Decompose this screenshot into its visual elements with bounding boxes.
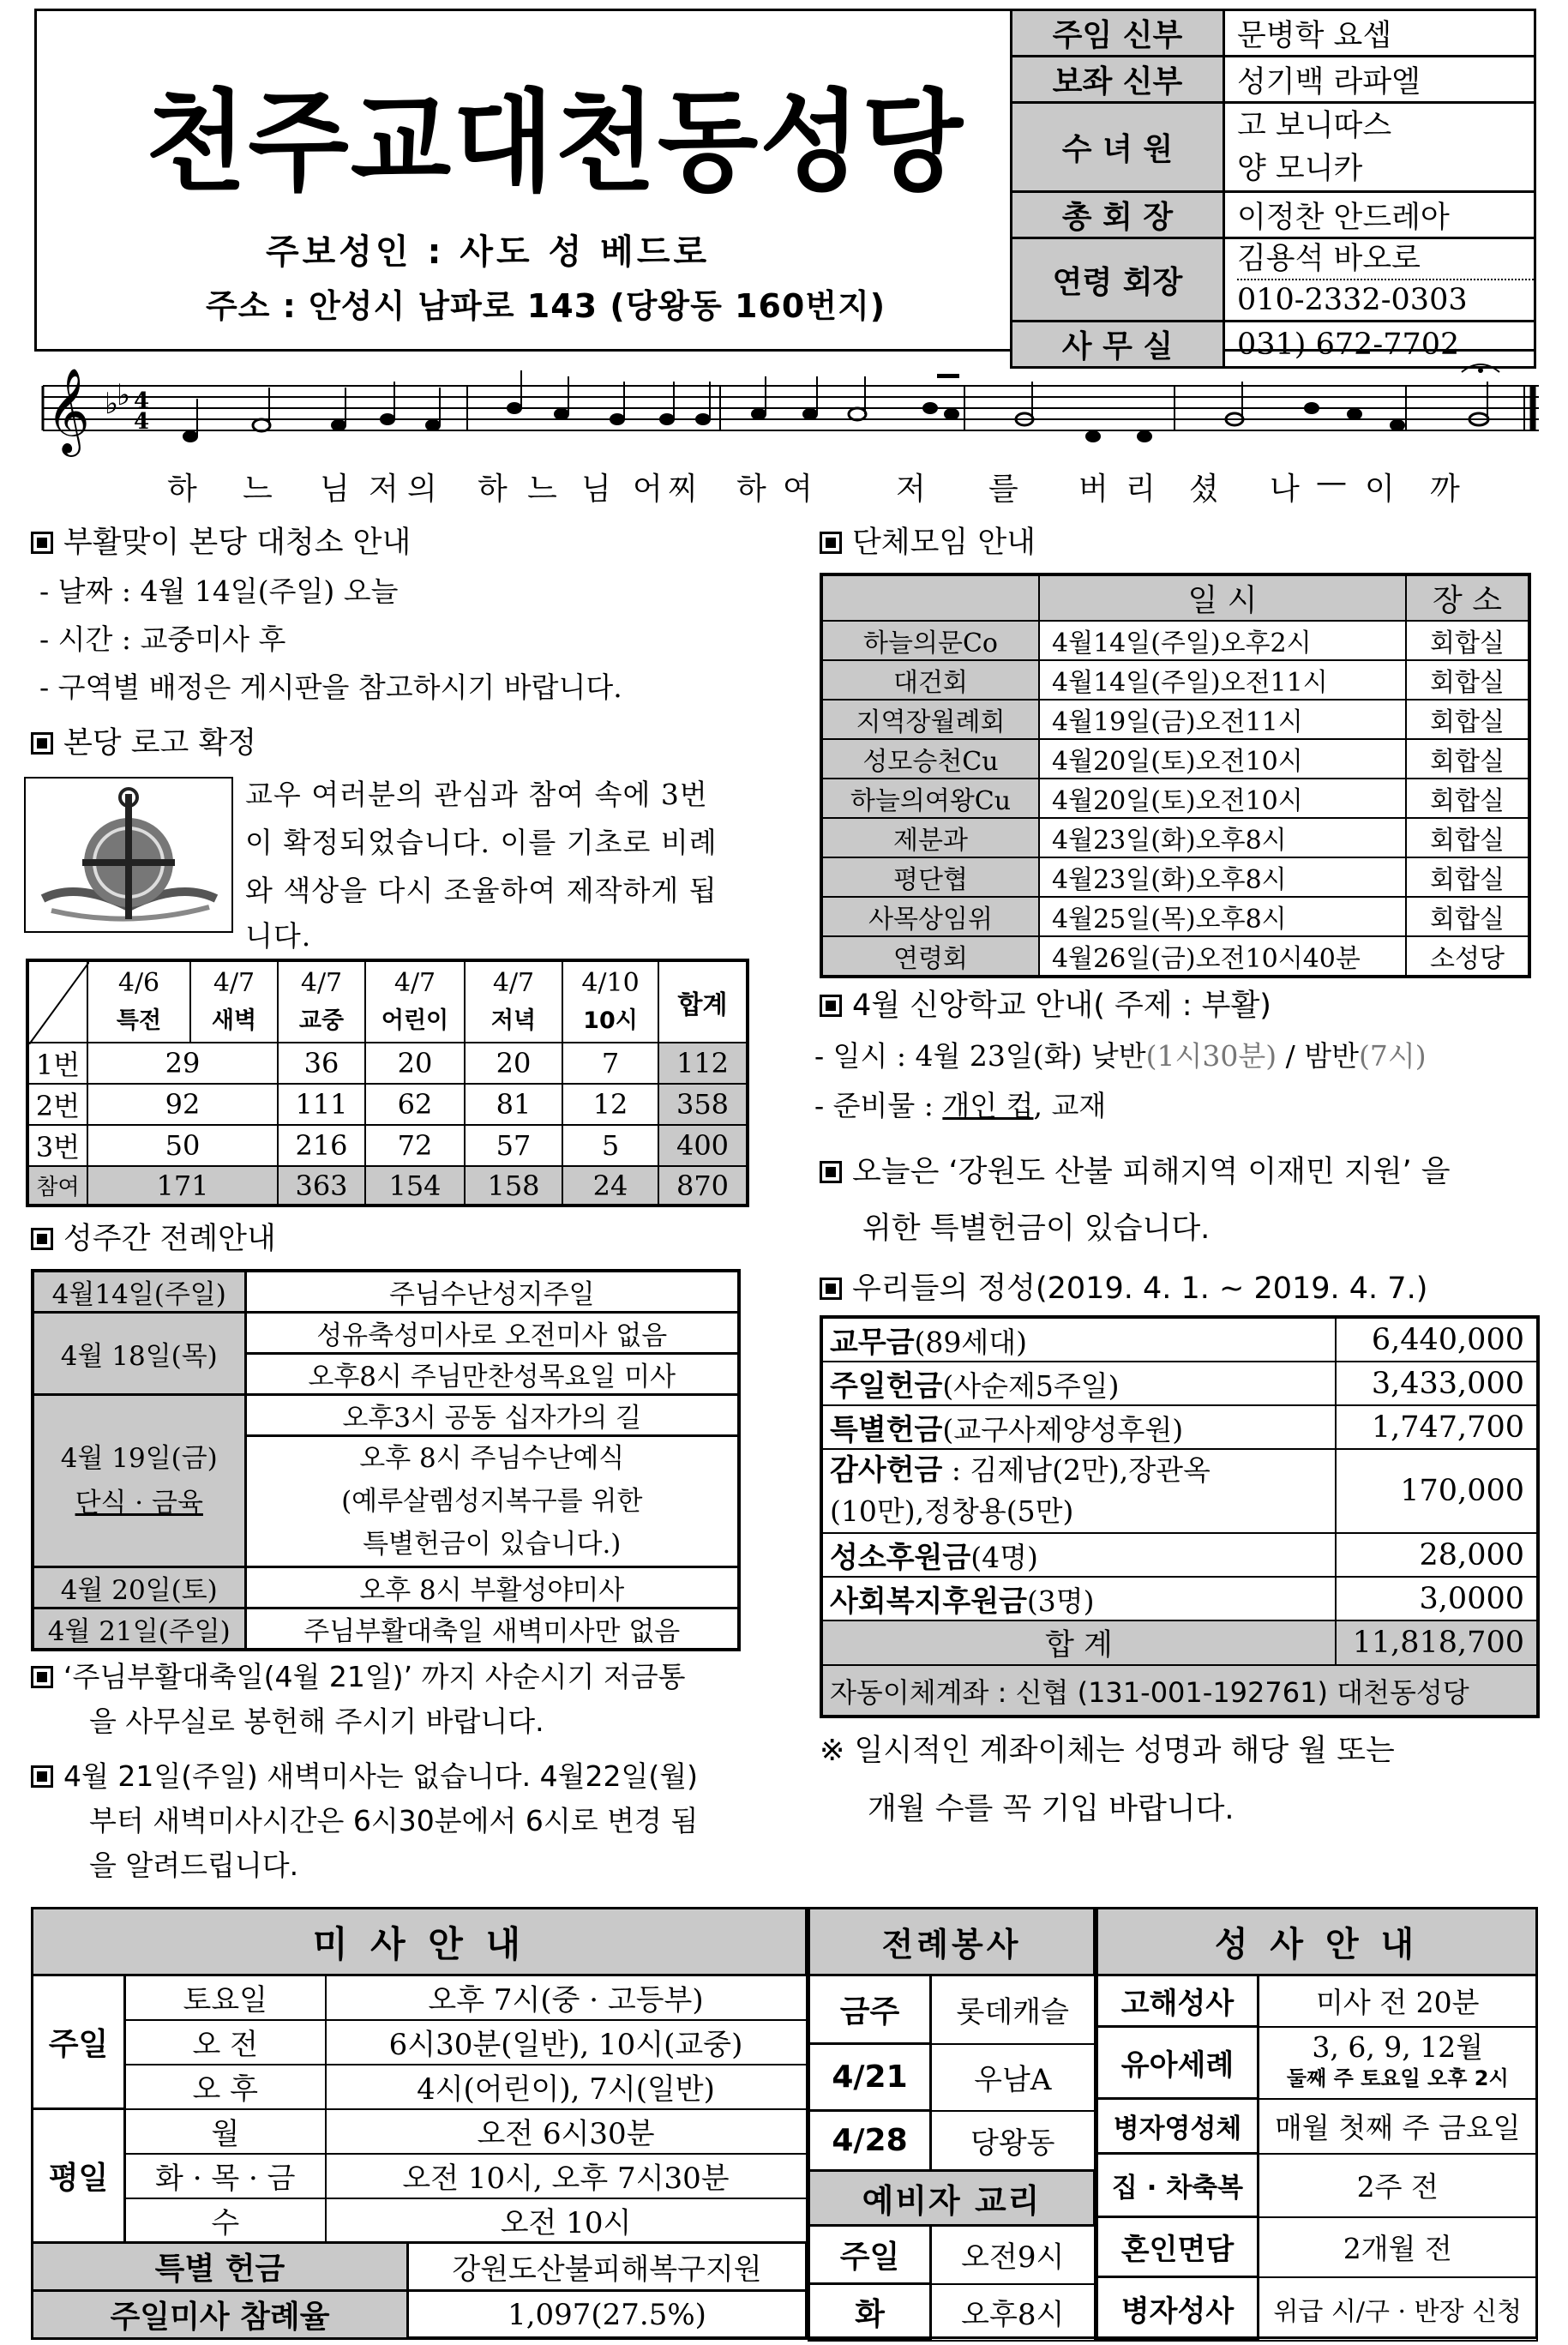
lyric-syllable: 저 (369, 472, 399, 507)
staff-table (1010, 9, 1536, 369)
dawn-mass-notice: 4월 21일(주일) 새벽미사는 없습니다. 4월22일(월) 부터 새벽미사시간은 6시30분에서 6시로 변경 됨 을 알려드립니다. (31, 1754, 698, 1888)
lyric-syllable: 의 (407, 472, 437, 507)
parish-logo-image (24, 777, 233, 933)
logo-text-3: 와 색상을 다시 조율하여 제작하게 됩 (245, 874, 718, 907)
lyric-syllable: 를 (988, 472, 1018, 507)
school-heading: 4월 신앙학교 안내( 주제 : 부활) (820, 986, 1271, 1025)
holyweek-table: 4월14일(주일) 주님수난성지주일 4월 18일(목) 성유축성미사로 오전미사 없음 오후8시 주님만찬성목요일 미사 4월 19일(금) 단식 · 금육 오후3시 공동 십자가의 길 오후 8시 주님수난예식 (예루살렘성지복구를 위한 특별헌금이 있습니다.) 4월 20일(토) 오후 8시 부활성야미사 4월 21일(주일) 주님부활대축일 새벽미사만 없음 (31, 1269, 741, 1651)
logo-vote-table: 4/6 특전 4/7 새벽 4/7 교중 4/7 어린이 4/7 저녁 4/10 10시 합계 1번 29 36 20 20 7 112 2번 92 111 62 81 12 358 3번 50 216 72 57 5 400 참여 171 363 154 158 24 870 (26, 959, 749, 1207)
lyric-syllable: — (1316, 465, 1347, 500)
cleaning-note: - 구역별 배정은 게시판을 참고하시기 바랍니다. (39, 670, 622, 704)
parish-title: 천주교대천동성당 (146, 79, 964, 207)
cleaning-time: - 시간 : 교중미사 후 (39, 622, 286, 656)
section-bullet-icon (820, 1278, 842, 1300)
mass-extra-table: 특별 헌금 강원도산불피해복구지원 주일미사 참례율 1,097(27.5%) (31, 2241, 808, 2340)
logo-emblem-icon (26, 779, 231, 931)
special-offering-notice: 오늘은 ‘강원도 산불 피해지역 이재민 지원’ 을 위한 특별헌금이 있습니다. (820, 1144, 1451, 1257)
section-bullet-icon (31, 1228, 53, 1250)
lyric-syllable: 느 (527, 472, 557, 507)
lyric-syllable: 여 (783, 472, 813, 507)
logo-heading: 본당 로고 확정 (31, 724, 256, 763)
section-bullet-icon (31, 1666, 53, 1688)
lyric-syllable: 하 (736, 472, 766, 507)
lyric-syllable: 하 (478, 472, 508, 507)
parish-address: 주소 : 안성시 남파로 143 (당왕동 160번지) (206, 287, 886, 325)
cleaning-date: - 날짜 : 4월 14일(주일) 오늘 (39, 574, 399, 608)
lyric-syllable: 하 (167, 472, 197, 507)
lyric-syllable: 느 (243, 472, 273, 507)
piggybank-notice: ‘주님부활대축일(4월 21일)’ 까지 사순시기 저금통 을 사무실로 봉헌해 주시기 바랍니다. (31, 1655, 685, 1744)
staff-name: 고 보니따스 (1237, 108, 1392, 143)
staff-name: 문병학 요셉 (1224, 10, 1535, 57)
staff-name: 성기백 라파엘 (1224, 57, 1535, 103)
staff-role: 연령 회장 (1012, 238, 1224, 322)
svg-text:♭: ♭ (105, 387, 119, 421)
svg-text:♭: ♭ (117, 378, 131, 412)
lyric-syllable: 님 (581, 472, 611, 507)
lyric-syllable: 저 (896, 472, 926, 507)
logo-text-2: 이 확정되었습니다. 이를 기초로 비례 (245, 826, 718, 859)
holyweek-heading: 성주간 전례안내 (31, 1219, 276, 1259)
logo-text-4: 니다. (245, 919, 312, 953)
lyric-syllable: 셨 (1189, 472, 1219, 507)
groups-heading: 단체모임 안내 (820, 523, 1036, 562)
lyric-syllable: 버 (1078, 472, 1108, 507)
section-bullet-icon (31, 532, 53, 554)
offering-table: 교무금(89세대) 6,440,000 주일헌금(사순제5주일) 3,433,000 특별헌금(교구사제양성후원) 1,747,700 감사헌금 : 김제남(2만),장관옥 (10만),정창용(5만) 170,000 성소후원금(4명) 28,000 사회복지후원금(3명) 3,0000 합 계 11,818,700 자동이체계좌 : 신협 (131-001-192761) 대천동성당 (820, 1315, 1540, 1718)
lyric-syllable: 나 (1270, 472, 1300, 507)
lyric-syllable: 님 (320, 472, 350, 507)
patron-saint: 주보성인 : 사도 성 베드로 (266, 232, 711, 272)
hymn-lyrics (167, 465, 1487, 506)
svg-text:4: 4 (134, 388, 150, 414)
staff-role: 사 무 실 (1012, 322, 1224, 368)
staff-name: 김용석 바오로 (1237, 239, 1534, 280)
logo-text-1: 교우 여러분의 관심과 참여 속에 3번 (245, 778, 708, 811)
groups-table: 일 시 장 소 하늘의문Co 4월14일(주일)오후2시 회합실 대건회 4월14일(주일)오전11시 회합실 지역장월례회 4월19일(금)오전11시 회합실 성모승천Cu 4월20일(토)오전10시 회합실 하늘의여왕Cu 4월20일(토)오전10시 회합실 제분과 4월23일(화)오후8시 회합실 평단협 4월23일(화)오후8시 회합실 사목상임위 4월25일(목)오후8시 회합실 연령회 4월26일(금)오전10시40분 소성당 (820, 573, 1531, 978)
lyric-syllable: 찌 (668, 472, 698, 507)
section-bullet-icon (820, 532, 842, 554)
sacrament-table: 성 사 안 내 고해성사 미사 전 20분 유아세례 3, 6, 9, 12월 둘째 주 토요일 오후 2시 병자영성체 매월 첫째 주 금요일 집 · 차축복 2주 전 혼인면담 2개월 전 병자성사 위급 시/구 · 반장 신청 (1096, 1907, 1538, 2342)
school-time: - 일시 : 4월 23일(화) 낮반(1시30분) / 밤반(7시) (814, 1039, 1427, 1073)
staff-phone: 010-2332-0303 (1237, 283, 1468, 317)
offering-heading: 우리들의 정성(2019. 4. 1. ~ 2019. 4. 7.) (820, 1269, 1427, 1308)
section-bullet-icon (820, 1161, 842, 1183)
lyric-syllable: 까 (1430, 472, 1460, 507)
cleaning-heading: 부활맞이 본당 대청소 안내 (31, 523, 411, 562)
lyric-syllable: 어 (633, 472, 663, 507)
music-staff (34, 360, 1543, 463)
staff-role: 수 녀 원 (1012, 103, 1224, 192)
staff-name: 양 모니카 (1237, 151, 1363, 186)
staff-phone: 031) 672-7702 (1224, 322, 1535, 368)
staff-name: 이정찬 안드레아 (1224, 192, 1535, 238)
section-bullet-icon (31, 732, 53, 755)
treble-clef-icon: 𝄞 (46, 368, 90, 454)
section-bullet-icon (820, 995, 842, 1017)
liturgy-service-table: 전례봉사 금주 롯데캐슬 4/21 우남A 4/28 당왕동 예비자 교리 주일 오전9시 화 오후8시 (808, 1907, 1096, 2342)
lyric-syllable: 이 (1365, 472, 1395, 507)
section-bullet-icon (31, 1765, 53, 1788)
mass-schedule-table: 미 사 안 내 주일 토요일 오후 7시(중 · 고등부) 오 전 6시30분(일반), 10시(교중) 오 후 4시(어린이), 7시(일반) 평일 월 오전 6시30분 화 · 목 · 금 오전 10시, 오후 7시30분 수 오전 10시 (31, 1907, 808, 2244)
staff-role: 주임 신부 (1012, 10, 1224, 57)
diagonal-cell (27, 960, 87, 1043)
school-supplies: - 준비물 : 개인 컵, 교재 (814, 1089, 1107, 1122)
svg-text:4: 4 (134, 409, 150, 435)
staff-role: 총 회 장 (1012, 192, 1224, 238)
staff-role: 보좌 신부 (1012, 57, 1224, 103)
lyric-syllable: 리 (1126, 472, 1156, 507)
transfer-note: ※ 일시적인 계좌이체는 성명과 해당 월 또는 개월 수를 꼭 기입 바랍니다. (820, 1734, 1395, 1826)
